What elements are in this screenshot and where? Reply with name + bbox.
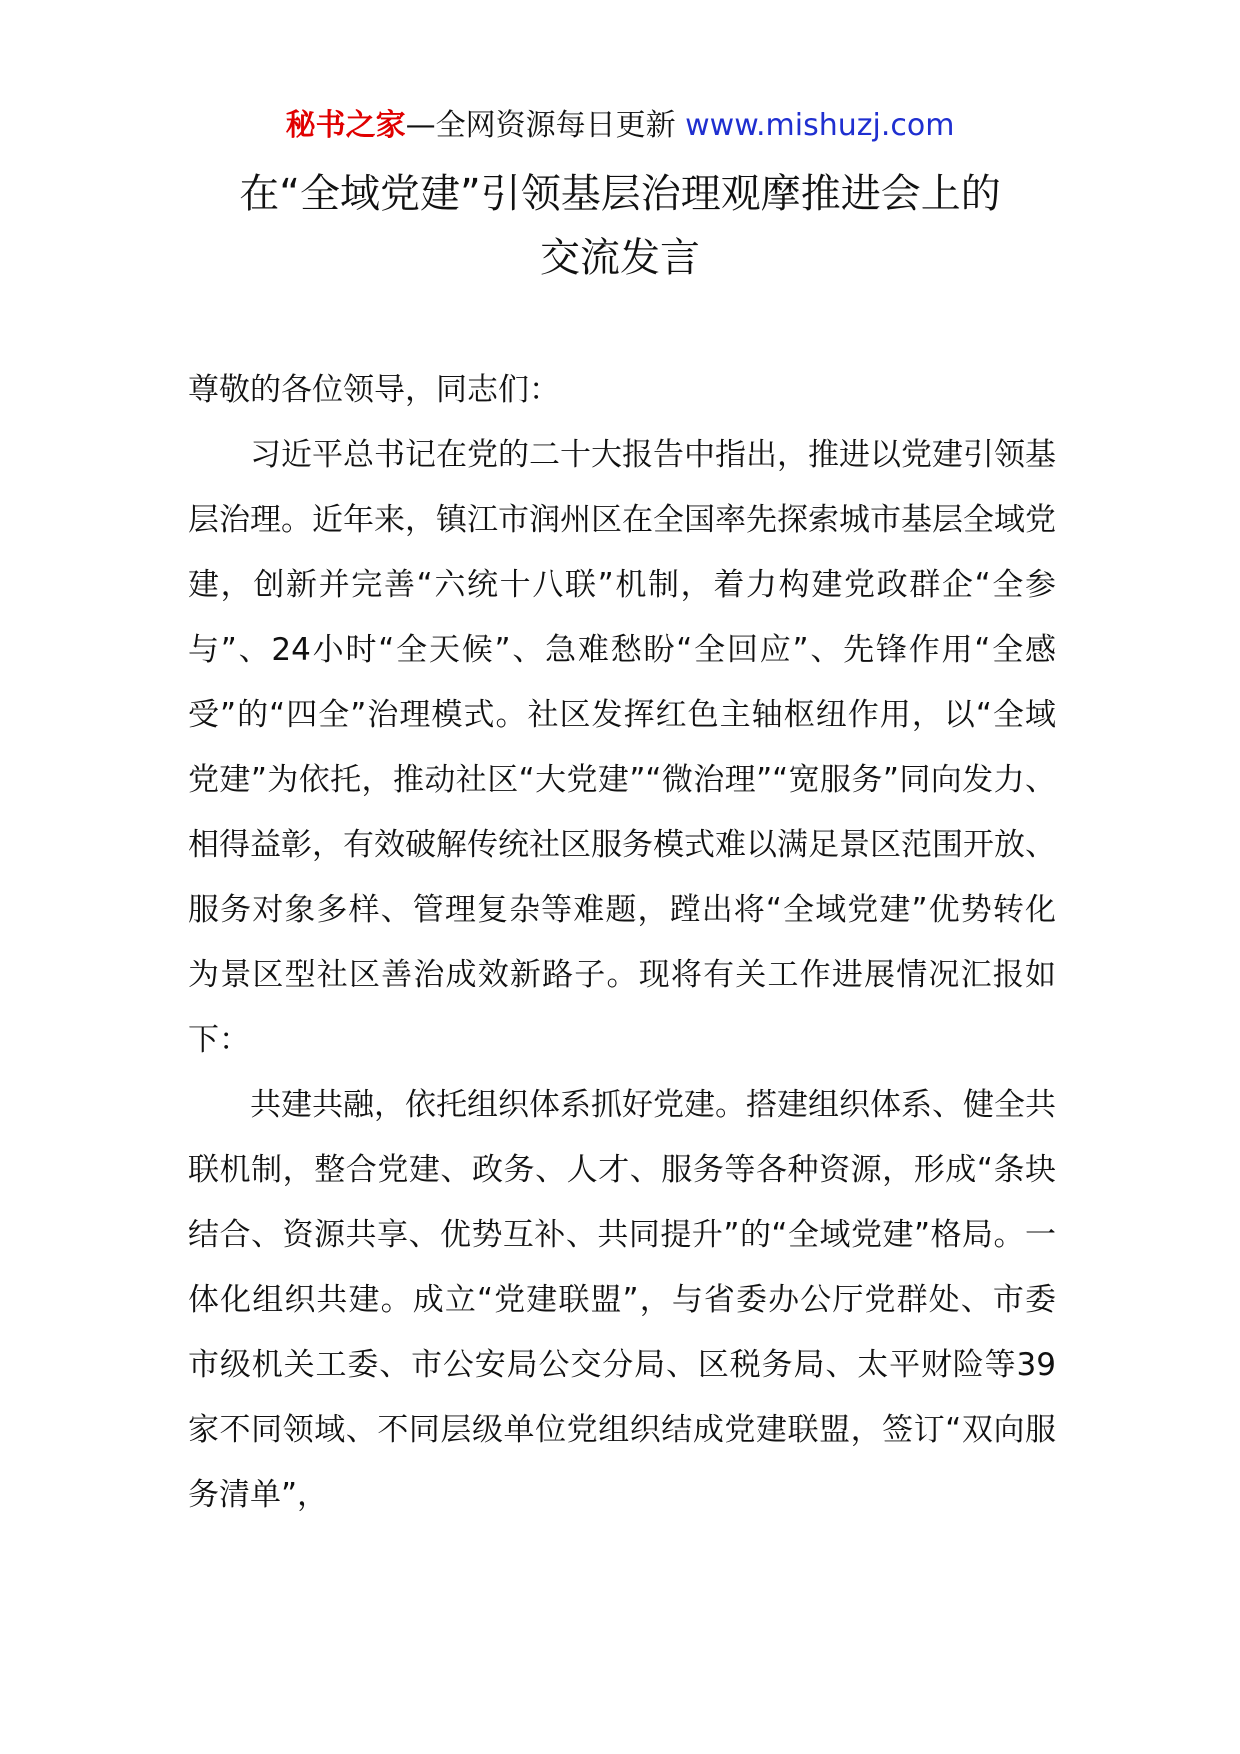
paragraph-1: 习近平总书记在党的二十大报告中指出，推进以党建引领基层治理。近年来，镇江市润州区在全国率先探索城市基层全域党建，创新并完善“六统十八联”机制，着力构建党政群企“全参与”、24小时“全天候”、急难愁盼“全回应”、先锋作用“全感受”的“四全”治理模式。社区发挥红色主轴枢纽作用，以“全域党建”为依托，推动社区“大党建”“微治理”“宽服务”同向发力、相得益彰，有效破解传统社区服务模式难以满足景区范围开放、服务对象多样、管理复杂等难题，蹚出将“全域党建”优势转化为景区型社区善治成效新路子。现将有关工作进展情况汇报如下： (188, 437, 1056, 1058)
title-line-1: 在“全域党建”引领基层治理观摩推进会上的 (239, 171, 1001, 217)
brand-name: 秘书之家 (285, 108, 406, 143)
greeting: 尊敬的各位领导，同志们： (188, 372, 560, 408)
paragraph-2: 共建共融，依托组织体系抓好党建。搭建组织体系、健全共联机制，整合党建、政务、人才、服务等各种资源，形成“条块结合、资源共享、优势互补、共同提升”的“全域党建”格局。一体化组织共建。成立“党建联盟”，与省委办公厅党群处、市委市级机关工委、市公安局公交分局、区税务局、太平财险等39家不同领域、不同层级单位党组织结成党建联盟，签订“双向服务清单”， (188, 1087, 1056, 1513)
site-header (0, 104, 1240, 148)
header-tagline: —全网资源每日更新 (405, 108, 676, 143)
title-line-2: 交流发言 (540, 235, 700, 281)
document-body (188, 358, 1056, 1528)
document-title (0, 162, 1240, 290)
site-url-link[interactable]: www.mishuzj.com (685, 108, 955, 143)
